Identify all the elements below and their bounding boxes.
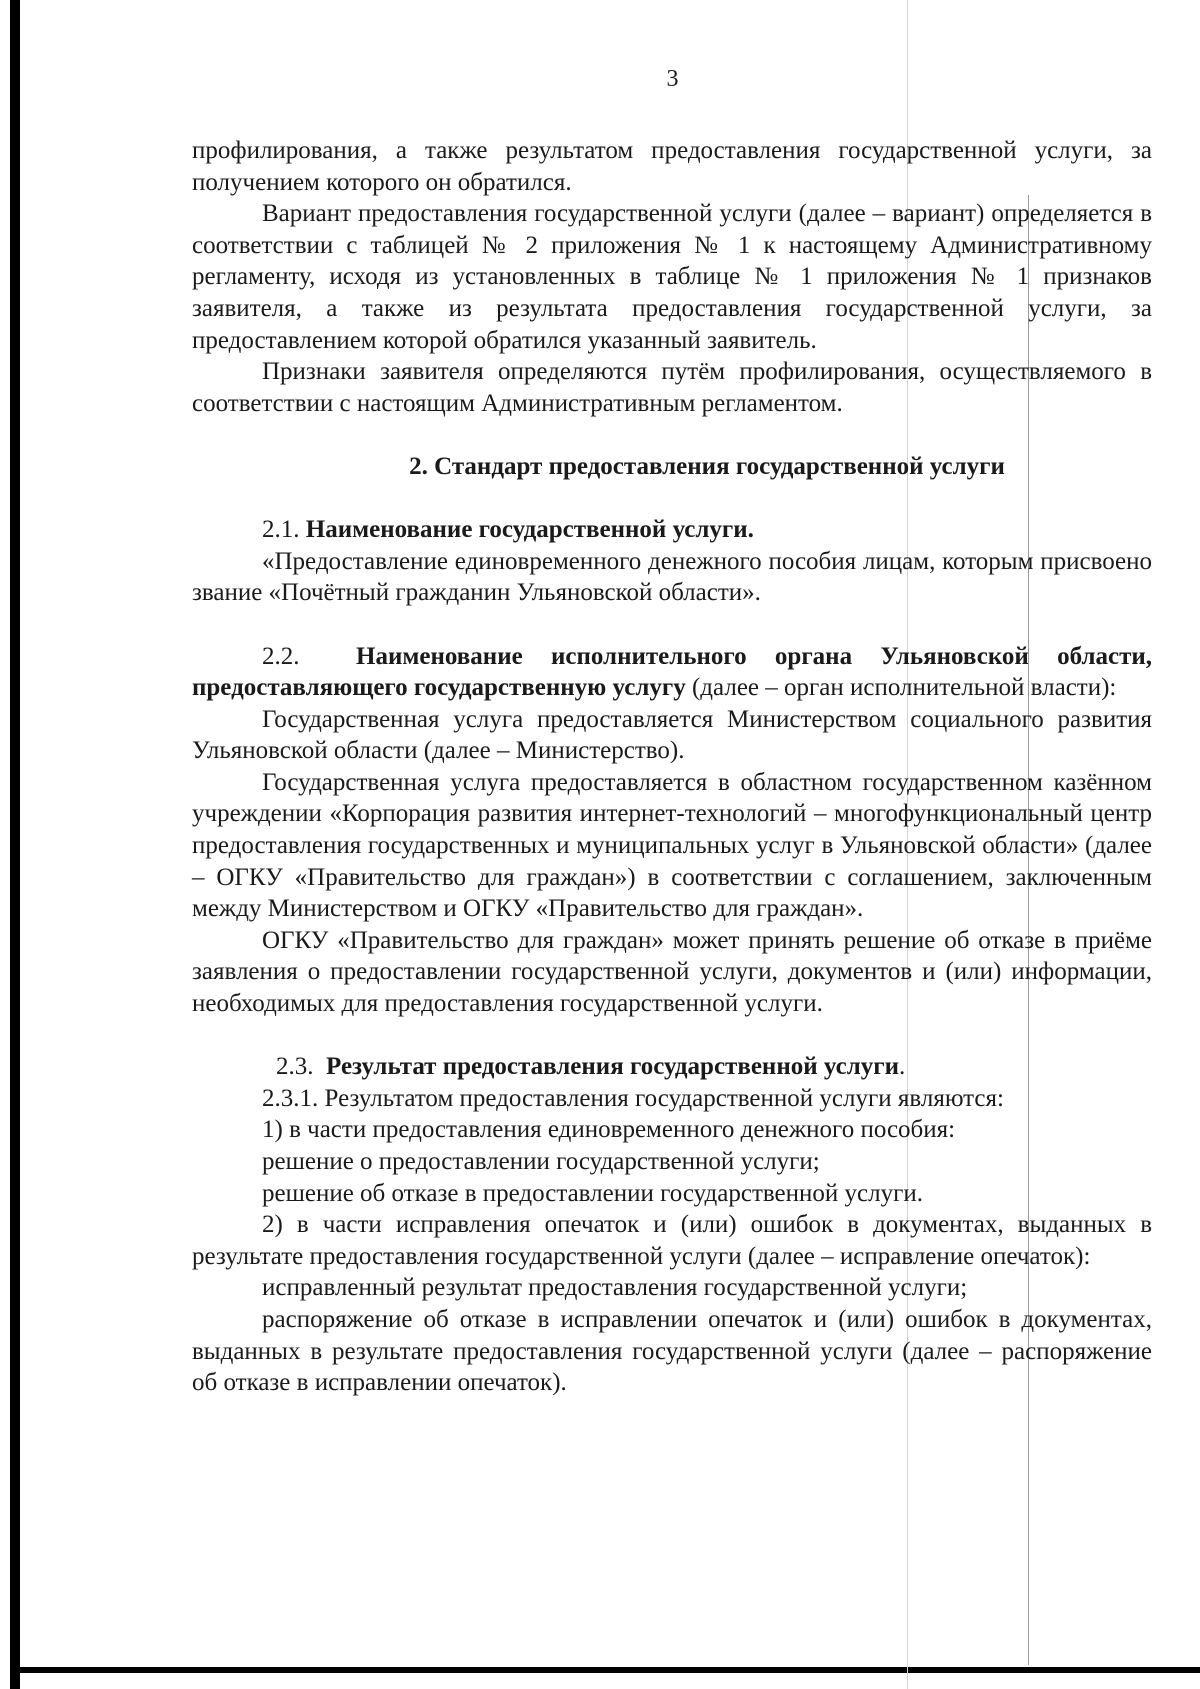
paragraph: Вариант предоставления государственной услуги (далее – вариант) определяется в соответствии с таблицей № 2 приложения № 1 к настоящему Административному регламенту, исходя из установленных в таблице № 1 приложения № 1 признаков заявителя, а также из результата предоставления государственной услуги, за предоставлением которой обратился указанный заявитель. [192,200,1152,354]
section-heading: 2. Стандарт предоставления государственной услуги [409,452,1005,480]
paragraph: Признаки заявителя определяются путём профилирования, осуществляемого в соответствии с настоящим Административным регламентом. [192,358,1152,417]
result-line: распоряжение об отказе в исправлении опечаток и (или) ошибок в документах, выданных в результате предоставления государственной услуги (далее – распоряжение об отказе в исправлении опечаток). [192,1305,1152,1397]
subsection-number: 2.2. [262,642,300,670]
paragraph: ОГКУ «Правительство для граждан» может принять решение об отказе в приёме заявления о предоставлении государственной услуги, документов и (или) информации, необходимых для предоставления государственной услуги. [192,926,1152,1018]
result-line: 1) в части предоставления единовременного денежного пособия: [262,1116,956,1144]
result-line: решение о предоставлении государственной услуги; [262,1148,820,1175]
subsection-heading [192,1051,1152,1083]
subsection-title: Результат предоставления государственной услуги [326,1053,899,1081]
subsection-title: Наименование государственной услуги. [305,516,754,544]
subsection-title: Наименование исполнительного органа Ульяновской области, предоставляющего государственную услугу [192,642,1153,702]
page-number: 3 [666,66,679,92]
result-line: 2.3.1. Результатом предоставления государственной услуги являются: [262,1084,1004,1112]
result-line: 2) в части исправления опечаток и (или) ошибок в документах, выданных в результате предоставления государственной услуги (далее – исправление опечаток): [192,1211,1152,1270]
paragraph: «Предоставление единовременного денежного пособия лицам, которым присвоено звание «Почётный гражданин Ульяновской области». [192,547,1152,607]
scan-bottom-border [20,1667,1200,1673]
subsection-heading [192,514,1152,546]
paragraph: профилирования, а также результатом предоставления государственной услуги, за получением которого он обратился. [192,137,1152,196]
scan-left-border [10,0,20,1689]
result-line: исправленный результат предоставления государственной услуги; [262,1274,968,1302]
result-line: решение об отказе в предоставлении государственной услуги. [262,1179,923,1207]
subsection-title-end: . [899,1053,906,1081]
paragraph: Государственная услуга предоставляется Министерством социального развития Ульяновской области (далее – Министерство). [192,705,1152,765]
subsection-title-suffix: (далее – орган исполнительной власти): [685,674,1117,702]
document-body [192,135,1152,1399]
subsection-number: 2.3. [276,1053,314,1081]
subsection-number: 2.1. [262,516,300,544]
paragraph: Государственная услуга предоставляется в областном государственном казённом учреждении «Корпорация развития интернет-технологий – многофункциональный центр предоставления государственных и муниципальных услуг в Ульяновской области» (далее – ОГКУ «Правительство для граждан») в соответствии с соглашением, заключенным между Министерством и ОГКУ «Правительство для граждан». [192,768,1152,923]
subsection-heading [192,641,1152,704]
